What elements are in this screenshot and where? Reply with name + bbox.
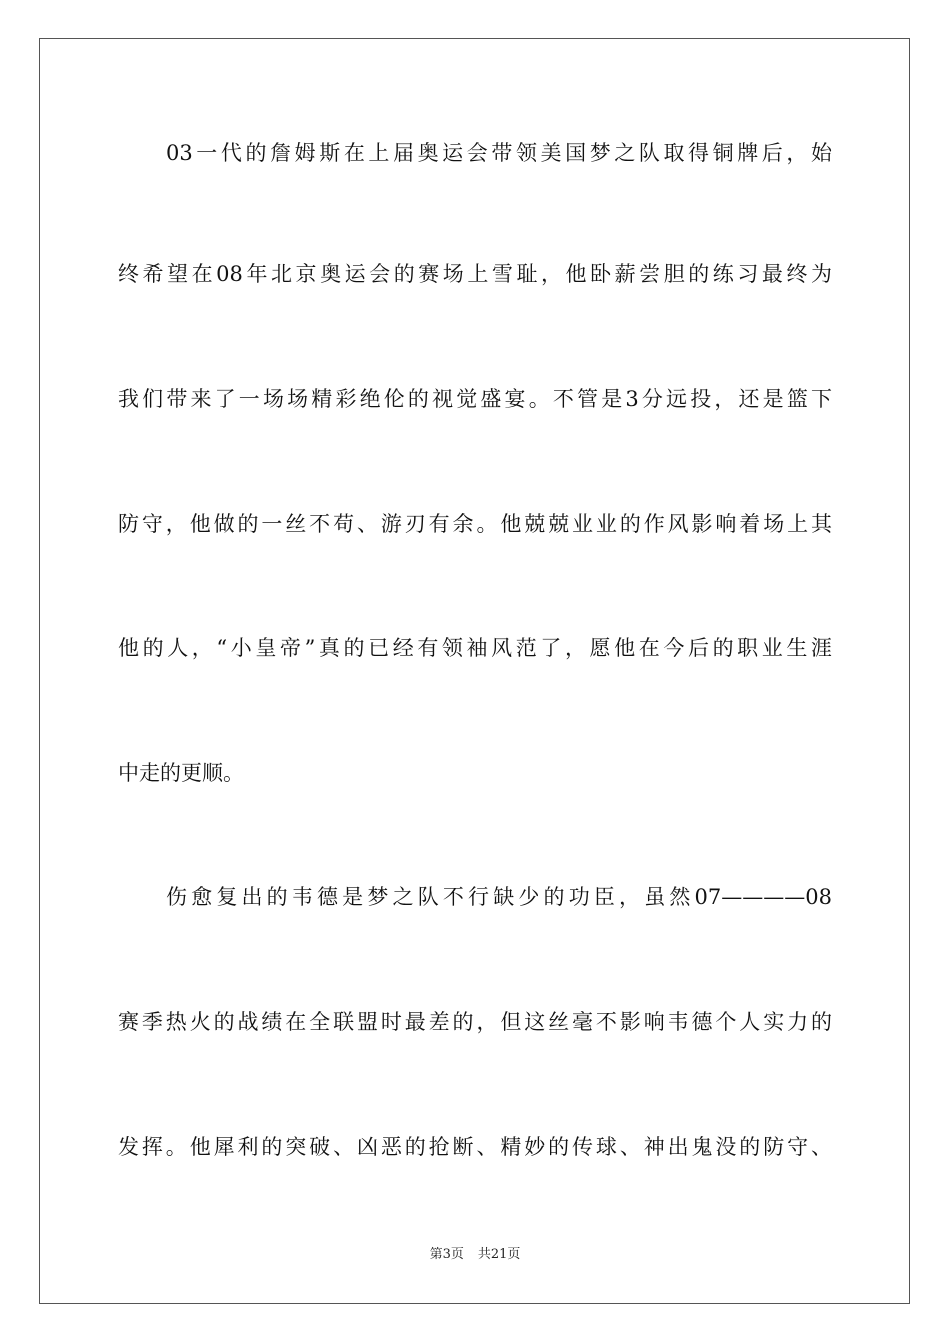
page-frame (39, 38, 910, 1304)
paragraph-line: 中走的更顺。 (118, 761, 244, 785)
paragraph-line: 赛季热火的战绩在全联盟时最差的，但这丝毫不影响韦德个人实力的 (118, 1010, 832, 1034)
paragraph-line: 防守，他做的一丝不苟、游刃有余。他兢兢业业的作风影响着场上其 (118, 512, 832, 536)
paragraph-line: 发挥。他犀利的突破、凶恶的抢断、精妙的传球、神出鬼没的防守、 (118, 1135, 832, 1159)
page-footer (0, 1246, 950, 1264)
page-number-current: 第3页 (429, 1247, 464, 1262)
page-number-total: 共21页 (477, 1247, 521, 1262)
paragraph-line: 终希望在08年北京奥运会的赛场上雪耻，他卧薪尝胆的练习最终为 (118, 262, 832, 286)
paragraph-line: 他的人，“小皇帝”真的已经有领袖风范了，愿他在今后的职业生涯 (118, 636, 832, 660)
paragraph-line: 伤愈复出的韦德是梦之队不行缺少的功臣，虽然07————08 (166, 885, 832, 909)
paragraph-line: 我们带来了一场场精彩绝伦的视觉盛宴。不管是3分远投，还是篮下 (118, 387, 832, 411)
paragraph-line: 03一代的詹姆斯在上届奥运会带领美国梦之队取得铜牌后，始 (166, 141, 832, 165)
